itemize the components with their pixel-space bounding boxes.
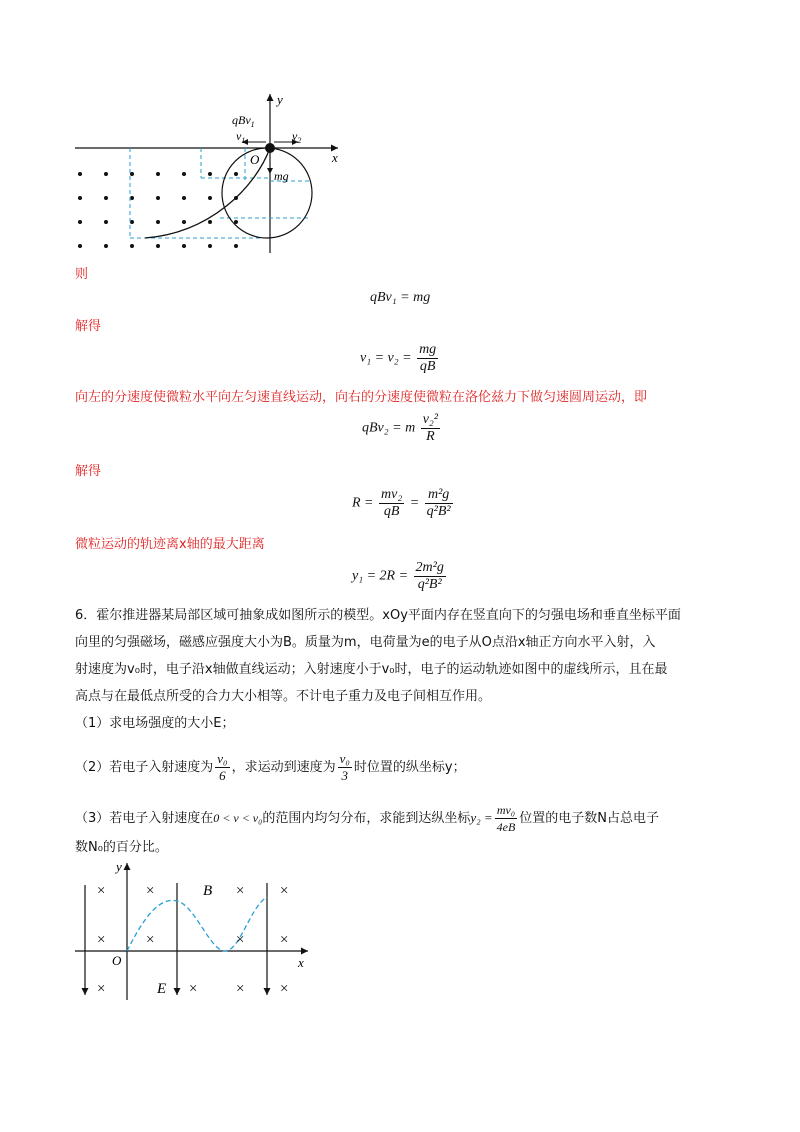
particle (265, 143, 275, 153)
svg-text:×: × (235, 883, 246, 899)
line-jiede-1: 解得 (75, 319, 102, 334)
line-max-distance: 微粒运动的轨迹离x轴的最大距离 (75, 537, 265, 552)
svg-text:×: × (188, 981, 199, 997)
svg-text:×: × (145, 883, 156, 899)
equation-3: qBv₂ = m $\frac{\text{v₂²}}{R}$ (362, 412, 438, 444)
problem-line-4: 高点与在最低点所受的合力大小相等。不计电子重力及电子间相互作用。 (75, 689, 492, 704)
mg-label: mg (274, 169, 289, 183)
svg-text:v1: $v_1$ (236, 129, 246, 145)
figure-1-diagram (70, 88, 350, 258)
fig2-o-label: O (112, 953, 122, 968)
svg-text:×: × (96, 981, 107, 997)
line-jiede-2: 解得 (75, 464, 102, 479)
v2-label: v (292, 129, 298, 143)
b-label: B (203, 883, 213, 899)
fig1-o-label: O (250, 152, 260, 167)
svg-text:×: × (235, 932, 246, 948)
question-3-cont: 数N₀的百分比。 (75, 840, 168, 855)
line-ze: 则 (75, 267, 89, 282)
svg-text:×: × (96, 932, 107, 948)
svg-text:×: × (279, 932, 290, 948)
fig2-x-label: x (298, 955, 304, 970)
fig1-y-label: y (277, 92, 283, 107)
problem-line-2: 向里的匀强磁场，磁感应强度大小为B。质量为m，电荷量为e的电子从O点沿x轴正方向水平入射，入 (75, 635, 656, 650)
svg-text:×: × (145, 932, 156, 948)
figure-2-diagram (70, 855, 320, 1005)
v1-label: v (236, 129, 242, 143)
qbv1-label: qBv (232, 113, 251, 127)
question-3: （3）若电子入射速度在0 < v < v₀的范围内均匀分布，求能到达纵坐标y₂ = $\frac{\text{mv₀}}{4eB}$ 位置的电子数N占总电子 (75, 803, 660, 834)
svg-text:×: × (279, 981, 290, 997)
svg-text:qBv1: qBv$_1$ (232, 113, 255, 129)
question-2: （2）若电子入射速度为 $\frac{\text{v₀}}{6}$ ，求运动到速度为 $\frac{\text{v₀}}{3}$ 时位置的纵坐标y； (75, 751, 466, 783)
dashed-guides (130, 148, 312, 238)
fig1-x-label: x (332, 150, 338, 165)
question-1: （1）求电场强度的大小E； (75, 716, 235, 731)
svg-text:×: × (279, 883, 290, 899)
equation-4: R = $\frac{\text{mv₂}}{qB}$ = $\frac{\text{m²g}}{\text{q²B²}}$ (352, 487, 451, 519)
equation-2: v₁ = v₂ = $\frac{mg}{qB}$ (360, 342, 437, 374)
svg-text:v2: $v_2$ (292, 129, 302, 145)
equation-5: y₁ = 2R = $\frac{\text{2m²g}}{\text{q²B²}}$ (352, 560, 444, 592)
equation-1: qBv₁ = mg (370, 290, 431, 305)
e-label: E (157, 981, 167, 997)
fig2-y-label: y (116, 859, 122, 874)
circular-orbit (222, 148, 312, 238)
line-motion: 向左的分速度使微粒水平向左匀速直线运动，向右的分速度使微粒在洛伦兹力下做匀速圆周运动，即 (75, 390, 648, 405)
svg-text:×: × (235, 981, 246, 997)
problem-line-3: 射速度为v₀时，电子沿x轴做直线运动；入射速度小于v₀时，电子的运动轨迹如图中的虚线所示，且在最 (75, 662, 668, 677)
problem-line-1: 6．霍尔推进器某局部区域可抽象成如图所示的模型。xOy平面内存在竖直向下的匀强电场和垂直坐标平面 (75, 608, 681, 623)
magnetic-field-crosses (96, 883, 289, 997)
svg-text:×: × (96, 883, 107, 899)
